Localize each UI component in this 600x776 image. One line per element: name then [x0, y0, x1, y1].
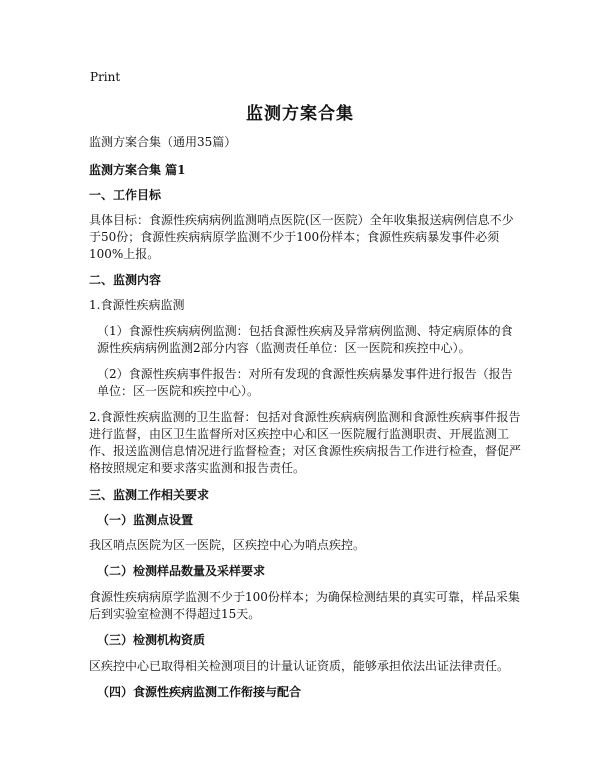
- section-body-goals: 具体目标：食源性疾病病例监测哨点医院(区一医院）全年收集报送病例信息不少于50份；食源性疾病病原学监测不少于100份样本；食源性疾病暴发事件必须100%上报。: [89, 213, 514, 261]
- content-item-1b: （2）食源性疾病事件报告：对所有发现的食源性疾病暴发事件进行报告（报告单位：区一医院和疾控中心）。: [97, 367, 513, 398]
- print-label: Print: [90, 70, 121, 84]
- document-title: 监测方案合集: [246, 104, 354, 124]
- section-heading-content: 二、监测内容: [89, 273, 162, 287]
- section-heading-requirements: 三、监测工作相关要求: [89, 488, 210, 502]
- content-item-2: 2.食源性疾病监测的卫生监督：包括对食源性疾病病例监测和食源性疾病事件报告进行监督，由区卫生监督所对区疾控中心和区一医院履行监测职责、开展监测工作、报送监测信息情况进行监督检查；对区食源性疾病报告工作进行检查，督促严格按照规定和要求落实监测和报告责任。: [89, 410, 522, 475]
- content-item-1: 1.食源性疾病监测: [89, 298, 185, 312]
- subsection-body-sites: 我区哨点医院为区一医院，区疾控中心为哨点疾控。: [89, 538, 366, 552]
- article-title: 监测方案合集 篇1: [89, 163, 186, 177]
- subsection-heading-qualification: （三）检测机构资质: [97, 633, 206, 647]
- subsection-heading-sites: （一）监测点设置: [97, 513, 194, 527]
- subsection-heading-coordination: （四）食源性疾病监测工作衔接与配合: [97, 685, 302, 699]
- subsection-body-samples: 食源性疾病病原学监测不少于100份样本；为确保检测结果的真实可靠，样品采集后到实验室检测不得超过15天。: [89, 590, 520, 621]
- content-item-1a: （1）食源性疾病病例监测：包括食源性疾病及异常病例监测、特定病原体的食源性疾病病例监测2部分内容（监测责任单位：区一医院和疾控中心）。: [97, 324, 513, 355]
- document-subtitle: 监测方案合集（通用35篇）: [89, 135, 237, 149]
- subsection-body-qualification: 区疾控中心已取得相关检测项目的计量认证资质，能够承担依法出证法律责任。: [89, 659, 510, 673]
- subsection-heading-samples: （二）检测样品数量及采样要求: [97, 564, 266, 578]
- section-heading-goals: 一、工作目标: [89, 188, 162, 202]
